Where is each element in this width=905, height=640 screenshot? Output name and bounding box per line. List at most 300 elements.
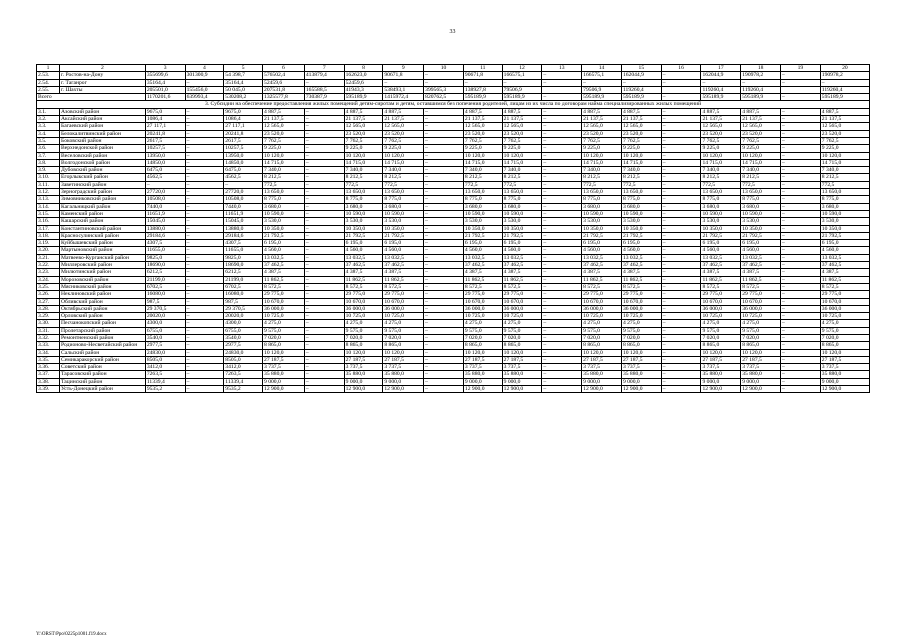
table-cell: 29 775,0 [741, 291, 781, 298]
table-cell: 10 350,0 [701, 225, 741, 232]
table-cell: 12 565,0 [383, 123, 424, 130]
table-cell: 10 120,0 [741, 152, 781, 159]
row-name: Кагальницкий район [60, 203, 146, 210]
table-cell: 9 225,0 [741, 145, 781, 152]
table-cell: 10257,5 [145, 145, 185, 152]
table-cell: – [185, 210, 224, 217]
table-cell: – [185, 313, 224, 320]
table-cell: 13 650,0 [383, 189, 424, 196]
table-cell: – [781, 108, 821, 115]
table-cell: – [185, 320, 224, 327]
row-name: Красносулинский район [60, 232, 146, 239]
table-cell: 37 462,5 [344, 262, 383, 269]
table-cell: 37 462,5 [741, 262, 781, 269]
table-cell: – [661, 262, 701, 269]
table-cell: – [781, 159, 821, 166]
table-cell: 4 275,0 [463, 320, 502, 327]
table-cell: – [781, 137, 821, 144]
table-cell: 35 880,0 [383, 371, 424, 378]
table-cell: – [424, 276, 464, 283]
table-cell: – [304, 305, 344, 312]
table-cell: 9 225,0 [502, 145, 542, 152]
table-cell: – [661, 298, 701, 305]
table-cell: 20020,0 [145, 313, 185, 320]
table-cell: 3 530,0 [502, 218, 542, 225]
table-cell: 50 045,0 [224, 86, 263, 93]
table-cell: 6 195,0 [263, 240, 305, 247]
table-cell: 7 340,0 [344, 167, 383, 174]
table-cell: 10 350,0 [582, 225, 622, 232]
column-number: 5 [224, 65, 263, 72]
table-cell: – [781, 320, 821, 327]
table-cell: 13880,0 [145, 225, 185, 232]
table-cell: – [781, 378, 821, 385]
table-cell: – [185, 189, 224, 196]
table-cell: 35 880,0 [741, 371, 781, 378]
table-cell: 29 775,0 [820, 291, 869, 298]
table-cell: – [661, 313, 701, 320]
column-number: 18 [741, 65, 781, 72]
table-cell: 4 275,0 [383, 320, 424, 327]
table-cell: 10 120,0 [820, 349, 869, 356]
table-cell: – [542, 342, 582, 349]
table-cell: 772,5 [741, 181, 781, 188]
table-cell: 10 350,0 [344, 225, 383, 232]
table-cell: 772,5 [502, 181, 542, 188]
table-cell: 8 865,0 [502, 342, 542, 349]
row-name: Белокалитвинский район [60, 130, 146, 137]
table-cell: 772,5 [582, 181, 622, 188]
table-cell: 3 680,0 [263, 203, 305, 210]
table-cell: – [424, 159, 464, 166]
table-cell: – [304, 130, 344, 137]
table-cell: 413879,4 [304, 72, 344, 79]
table-cell: – [424, 356, 464, 363]
table-cell: 538493,1 [383, 86, 424, 93]
table-cell: – [542, 305, 582, 312]
column-number: 1 [37, 65, 60, 72]
table-cell: – [781, 203, 821, 210]
table-cell: – [781, 313, 821, 320]
table-cell: 9 225,0 [463, 145, 502, 152]
table-cell: 9535,2 [145, 386, 185, 393]
row-name: Егорлыкский район [60, 174, 146, 181]
table-cell: 14 715,0 [621, 159, 661, 166]
table-cell: 9 575,0 [263, 327, 305, 334]
table-cell: 12 565,0 [502, 123, 542, 130]
table-cell: – [424, 386, 464, 393]
table-cell: 8 572,5 [502, 283, 542, 290]
table-cell: 27 187,5 [344, 356, 383, 363]
row-name: Октябрьский район [60, 305, 146, 312]
table-cell: 9 575,0 [820, 327, 869, 334]
table-cell: 9 225,0 [383, 145, 424, 152]
table-cell: 79506,9 [582, 86, 622, 93]
table-cell: 4 560,0 [820, 247, 869, 254]
table-cell: 15045,0 [145, 218, 185, 225]
table-cell: 7 762,5 [701, 137, 741, 144]
table-cell: 13 650,0 [701, 189, 741, 196]
table-cell: 23 520,0 [820, 130, 869, 137]
table-cell: – [304, 108, 344, 115]
table-row [37, 145, 870, 152]
table-cell: 10 725,0 [463, 313, 502, 320]
column-number: 19 [781, 65, 821, 72]
table-cell: 10 350,0 [621, 225, 661, 232]
table-cell: – [542, 371, 582, 378]
table-cell: 13 032,5 [741, 254, 781, 261]
footer-filepath: Y:\ORST\Ppo\0225p1001.f19.docx [36, 632, 107, 637]
table-cell: 21 792,5 [741, 232, 781, 239]
table-cell: – [185, 174, 224, 181]
table-cell: – [781, 225, 821, 232]
table-cell: 21199,0 [145, 276, 185, 283]
table-cell: – [304, 210, 344, 217]
table-cell: 10 670,0 [701, 298, 741, 305]
column-number: 3 [145, 65, 185, 72]
table-cell: – [781, 152, 821, 159]
row-name: Каменский район [60, 210, 146, 217]
table-cell: 37 462,5 [701, 262, 741, 269]
table-cell: 11 862,5 [621, 276, 661, 283]
table-cell: 119260,4 [741, 86, 781, 93]
table-cell: 7 762,5 [263, 137, 305, 144]
table-cell: – [424, 108, 464, 115]
table-cell: 1415972,4 [383, 94, 424, 101]
table-cell: 10 120,0 [701, 349, 741, 356]
table-cell: 8 865,0 [621, 342, 661, 349]
table-cell: 9 575,0 [344, 327, 383, 334]
table-cell: 21 792,5 [701, 232, 741, 239]
table-cell: 4307,5 [145, 240, 185, 247]
table-cell: 1086,4 [224, 116, 263, 123]
table-cell: 9 225,0 [582, 145, 622, 152]
row-name: Миллеровский район [60, 262, 146, 269]
table-cell: – [424, 218, 464, 225]
table-row [37, 210, 870, 217]
table-cell: 23 520,0 [701, 130, 741, 137]
table-cell: – [185, 159, 224, 166]
table-cell: 7 762,5 [463, 137, 502, 144]
table-cell: – [661, 123, 701, 130]
table-cell: 12 565,0 [582, 123, 622, 130]
table-cell: – [185, 276, 224, 283]
table-cell: 10 120,0 [582, 152, 622, 159]
table-cell: 21 137,5 [463, 116, 502, 123]
table-cell: 23 520,0 [582, 130, 622, 137]
table-cell: 9 000,0 [344, 378, 383, 385]
table-cell: – [542, 291, 582, 298]
table-cell: 10 590,0 [383, 210, 424, 217]
table-cell: 4562,5 [224, 174, 263, 181]
table-cell: 4 387,5 [383, 269, 424, 276]
table-cell: – [185, 298, 224, 305]
table-cell: 3.31. [37, 327, 60, 334]
table-cell: – [304, 79, 344, 86]
table-cell: 11 862,5 [701, 276, 741, 283]
table-cell: 3540,0 [224, 334, 263, 341]
table-cell: 3 530,0 [741, 218, 781, 225]
table-cell: 10 120,0 [263, 152, 305, 159]
table-row [37, 152, 870, 159]
table-cell: – [424, 240, 464, 247]
table-cell: 3.23. [37, 269, 60, 276]
table-cell: 4 387,5 [701, 269, 741, 276]
table-cell: – [185, 130, 224, 137]
table-cell: – [304, 218, 344, 225]
table-cell: 29 775,0 [383, 291, 424, 298]
table-cell: – [424, 371, 464, 378]
table-cell: – [224, 181, 263, 188]
row-name: Неклиновский район [60, 291, 146, 298]
table-cell: – [542, 254, 582, 261]
table-cell: – [781, 291, 821, 298]
table-cell: 1325577,8 [263, 94, 305, 101]
table-cell: – [781, 342, 821, 349]
table-cell: 6 195,0 [701, 240, 741, 247]
table-cell: 13 650,0 [820, 189, 869, 196]
table-cell: 8 775,0 [463, 196, 502, 203]
table-row [37, 269, 870, 276]
table-cell: 3.30. [37, 320, 60, 327]
column-number: 17 [701, 65, 741, 72]
table-cell: – [185, 225, 224, 232]
table-cell: – [463, 79, 502, 86]
table-cell: 11 862,5 [582, 276, 622, 283]
table-cell: 6 195,0 [344, 240, 383, 247]
table-cell: – [661, 378, 701, 385]
table-cell: 8 572,5 [463, 283, 502, 290]
table-cell: – [424, 269, 464, 276]
table-cell: 12 900,0 [820, 386, 869, 393]
table-cell: 11655,0 [224, 247, 263, 254]
table-cell: 3.36. [37, 364, 60, 371]
table-cell: – [185, 334, 224, 341]
table-cell: 3 737,5 [344, 364, 383, 371]
table-cell: 9 000,0 [820, 378, 869, 385]
table-cell: 21 792,5 [383, 232, 424, 239]
table-cell: 3.24. [37, 276, 60, 283]
table-row [37, 320, 870, 327]
table-cell: 10 350,0 [741, 225, 781, 232]
table-cell: 8 212,5 [383, 174, 424, 181]
table-cell: – [542, 108, 582, 115]
table-cell: 12 565,0 [263, 123, 305, 130]
table-cell: 14 715,0 [820, 159, 869, 166]
table-cell: – [304, 283, 344, 290]
table-cell: 987,5 [224, 298, 263, 305]
table-cell: – [781, 269, 821, 276]
table-cell: 138927,8 [463, 86, 502, 93]
table-cell: – [424, 189, 464, 196]
table-cell: 8 212,5 [463, 174, 502, 181]
table-cell: 4 275,0 [741, 320, 781, 327]
row-name: Тацинский район [60, 378, 146, 385]
table-cell: 7 020,0 [701, 334, 741, 341]
table-cell: 27720,0 [224, 189, 263, 196]
table-cell: 9 000,0 [701, 378, 741, 385]
table-cell: 10 590,0 [701, 210, 741, 217]
table-cell: 21 792,5 [621, 232, 661, 239]
table-cell: 21 137,5 [344, 116, 383, 123]
table-cell: 21 137,5 [820, 116, 869, 123]
table-cell: 36 000,0 [701, 305, 741, 312]
table-cell: 4 275,0 [502, 320, 542, 327]
table-cell: 35 880,0 [582, 371, 622, 378]
table-cell: – [304, 203, 344, 210]
column-number: 9 [383, 65, 424, 72]
table-cell: 4300,0 [145, 320, 185, 327]
table-cell: 4 387,5 [344, 269, 383, 276]
table-cell: – [542, 364, 582, 371]
table-cell: 20020,0 [224, 313, 263, 320]
table-cell [781, 86, 821, 93]
table-cell: – [185, 232, 224, 239]
table-cell: 27 187,5 [582, 356, 622, 363]
table-cell: 9 225,0 [344, 145, 383, 152]
table-cell: – [781, 349, 821, 356]
table-cell: – [661, 327, 701, 334]
table-cell: 27720,0 [145, 189, 185, 196]
table-cell: – [542, 327, 582, 334]
table-row [37, 159, 870, 166]
table-cell: – [661, 130, 701, 137]
table-cell: 27 187,5 [820, 356, 869, 363]
table-cell: 36 000,0 [383, 305, 424, 312]
table-cell: 9 000,0 [263, 378, 305, 385]
table-cell: 6 195,0 [820, 240, 869, 247]
table-cell: 10 590,0 [741, 210, 781, 217]
table-cell: 10 670,0 [582, 298, 622, 305]
table-cell: 8 775,0 [820, 196, 869, 203]
table-row [37, 378, 870, 385]
table-row [37, 167, 870, 174]
table-cell: 21 792,5 [502, 232, 542, 239]
table-cell: 10 120,0 [582, 349, 622, 356]
table-cell: 6475,0 [224, 167, 263, 174]
table-cell: 3.34. [37, 349, 60, 356]
table-cell: 41943,3 [344, 86, 383, 93]
table-cell: 8 212,5 [820, 174, 869, 181]
table-cell: 7 020,0 [621, 334, 661, 341]
column-number: 14 [582, 65, 622, 72]
table-cell: 3 680,0 [502, 203, 542, 210]
table-cell: – [304, 334, 344, 341]
table-cell: 2.54. [37, 79, 60, 86]
table-cell: 8 865,0 [383, 342, 424, 349]
table-cell: – [424, 305, 464, 312]
table-cell: 8 775,0 [344, 196, 383, 203]
table-cell: 3.35. [37, 356, 60, 363]
table-cell: – [424, 137, 464, 144]
table-cell: – [542, 313, 582, 320]
table-cell: 13 032,5 [621, 254, 661, 261]
table-cell: 10 120,0 [263, 349, 305, 356]
table-cell: 27 187,5 [383, 356, 424, 363]
table-cell: 4 560,0 [582, 247, 622, 254]
table-cell: 11651,9 [224, 210, 263, 217]
table-row [37, 298, 870, 305]
table-cell: – [185, 356, 224, 363]
table-cell: 12 900,0 [701, 386, 741, 393]
table-cell: 6702,5 [224, 283, 263, 290]
table-cell: 21 137,5 [383, 116, 424, 123]
table-cell: – [781, 371, 821, 378]
table-cell: 3.4. [37, 130, 60, 137]
table-cell: – [424, 174, 464, 181]
table-cell: 35 880,0 [344, 371, 383, 378]
table-cell: 6755,0 [224, 327, 263, 334]
table-cell: – [661, 94, 701, 101]
table-row [37, 203, 870, 210]
table-cell: 7 340,0 [383, 167, 424, 174]
table-cell: 3412,0 [224, 364, 263, 371]
table-row [37, 130, 870, 137]
table-cell: – [542, 283, 582, 290]
table-cell: 90671,8 [383, 72, 424, 79]
table-cell: 7 340,0 [463, 167, 502, 174]
table-row [37, 254, 870, 261]
table-cell: 21 137,5 [621, 116, 661, 123]
table-cell: 3 680,0 [621, 203, 661, 210]
table-cell: 8 775,0 [701, 196, 741, 203]
table-cell: 52459,6 [263, 79, 305, 86]
table-cell: 3.9. [37, 167, 60, 174]
table-cell: 3 530,0 [582, 218, 622, 225]
table-row [37, 232, 870, 239]
table-cell: 3 530,0 [701, 218, 741, 225]
row-name: Ремонтненский район [60, 334, 146, 341]
table-cell: 10 670,0 [463, 298, 502, 305]
row-name: Обливский район [60, 298, 146, 305]
table-cell: 13880,0 [224, 225, 263, 232]
table-cell: 23 520,0 [741, 130, 781, 137]
table-cell: – [304, 320, 344, 327]
table-cell: 3 737,5 [263, 364, 305, 371]
table-cell: – [781, 262, 821, 269]
table-cell: – [424, 247, 464, 254]
table-row [37, 349, 870, 356]
table-cell: 12 565,0 [621, 123, 661, 130]
table-cell: 8 572,5 [621, 283, 661, 290]
table-cell: 35164,4 [145, 79, 185, 86]
table-cell: 14850,0 [145, 159, 185, 166]
table-cell: 7 020,0 [741, 334, 781, 341]
table-cell: – [304, 313, 344, 320]
column-number: 20 [820, 65, 869, 72]
section-row [37, 101, 870, 108]
table-cell: – [781, 210, 821, 217]
table-cell: 4 560,0 [621, 247, 661, 254]
table-row [37, 386, 870, 393]
table-cell: 3.2. [37, 116, 60, 123]
table-cell: – [661, 349, 701, 356]
table-cell: – [781, 356, 821, 363]
table-cell: 4 387,5 [741, 269, 781, 276]
table-cell: 13 650,0 [582, 189, 622, 196]
table-row [37, 247, 870, 254]
table-cell: 4 275,0 [621, 320, 661, 327]
table-cell [542, 86, 582, 93]
table-row [37, 196, 870, 203]
table-cell: 10 590,0 [463, 210, 502, 217]
table-cell: 13 032,5 [502, 254, 542, 261]
table-cell: 7 340,0 [582, 167, 622, 174]
table-row [37, 108, 870, 115]
row-name: Родионово-Несветайский район [60, 342, 146, 349]
table-cell: 12 900,0 [344, 386, 383, 393]
table-row [37, 313, 870, 320]
